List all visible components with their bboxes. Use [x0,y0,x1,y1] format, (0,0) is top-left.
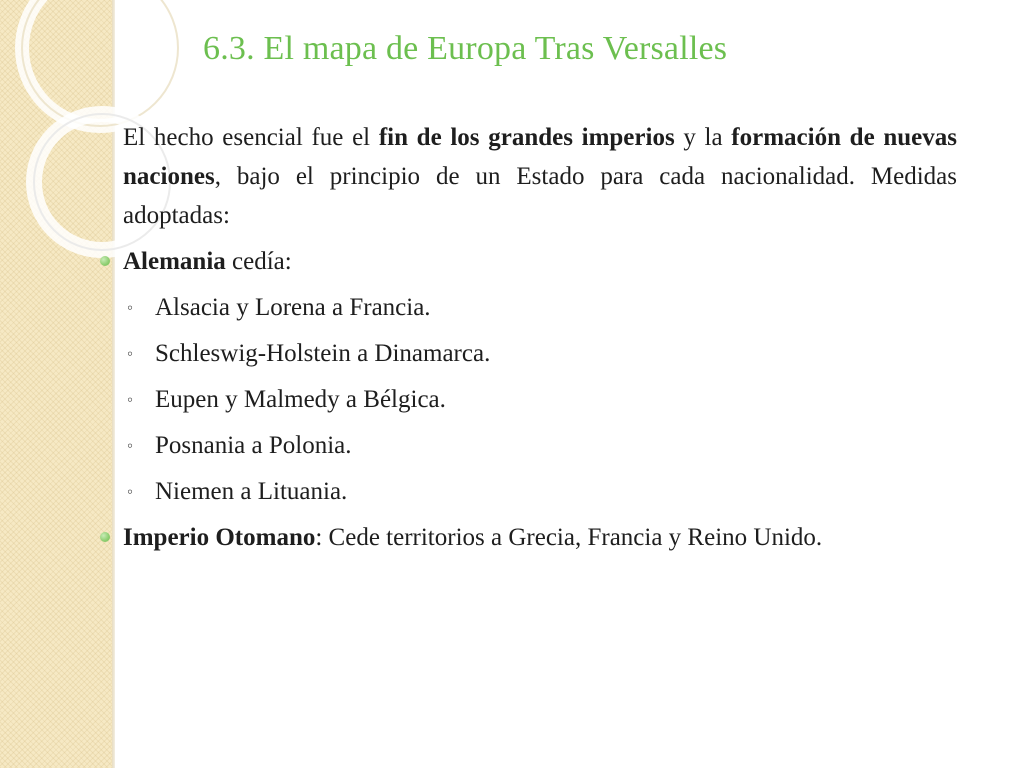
list-item [123,334,957,373]
list-item [123,472,957,511]
otomano-bold: Imperio Otomano [123,524,316,551]
circle-bullet-icon: ◦ [127,482,134,501]
alemania-bold: Alemania [123,248,226,275]
circle-bullet-icon: ◦ [127,390,134,409]
slide-title: 6.3. El mapa de Europa Tras Versalles [203,30,728,67]
alemania-sublist [123,288,957,511]
intro-text-2: y la [674,124,732,151]
intro-bold-1: fin de los grandes imperios [378,124,675,151]
intro-bold-2: formación de nuevas naciones [123,124,957,190]
otomano-text: : Cede territorios a Grecia, Francia y Reino Unido. [315,524,823,551]
green-dot-icon [100,256,110,266]
bullet-alemania [123,242,957,281]
list-item-text: Alsacia y Lorena a Francia. [155,294,431,321]
list-item-text: Schleswig-Holstein a Dinamarca. [155,340,491,367]
bullet-imperio-otomano [123,518,957,557]
list-item [123,288,957,327]
list-item [123,380,957,419]
circle-bullet-icon: ◦ [127,298,134,317]
list-item-text: Eupen y Malmedy a Bélgica. [155,386,446,413]
intro-text-3: , bajo el principio de un Estado para cada nacionalidad. Medidas adoptadas: [123,163,957,229]
list-item-text: Posnania a Polonia. [155,432,352,459]
intro-text-1: El hecho esencial fue el [123,124,379,151]
circle-bullet-icon: ◦ [127,344,134,363]
slide-content [123,118,957,564]
list-item [123,426,957,465]
list-item-text: Niemen a Lituania. [155,478,348,505]
intro-paragraph [123,118,957,235]
alemania-text: cedía: [225,248,292,275]
circle-bullet-icon: ◦ [127,436,134,455]
green-dot-icon [100,532,110,542]
